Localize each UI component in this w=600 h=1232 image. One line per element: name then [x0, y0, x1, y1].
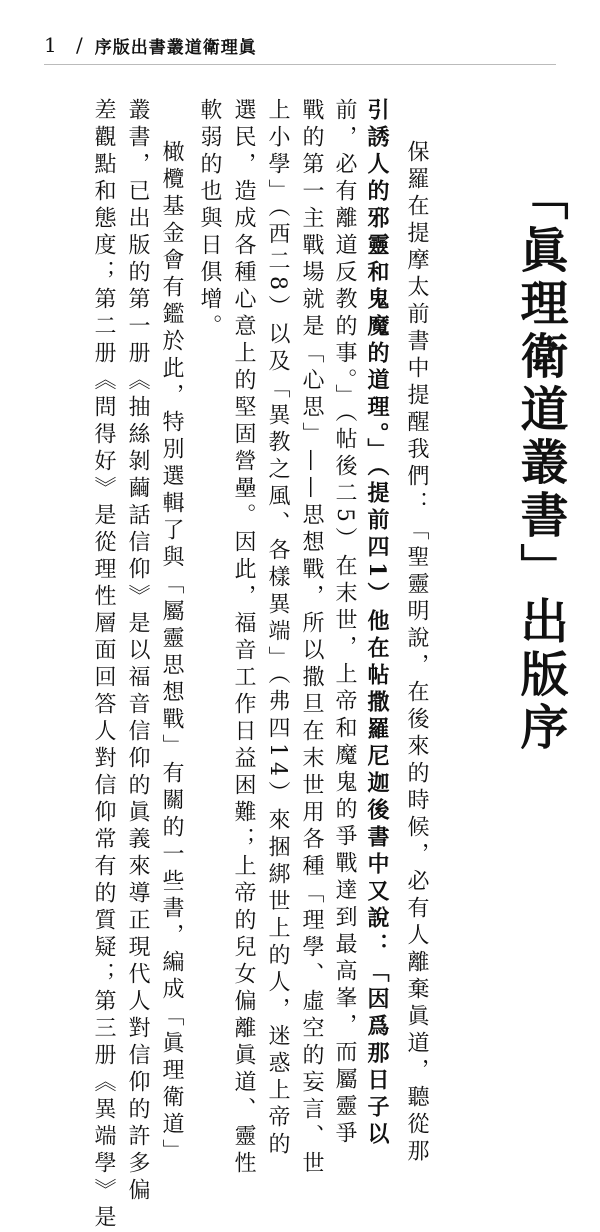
- text-column-2: 引誘人的邪靈和鬼魔的道理。」（提前四1）他在帖撒羅尼迦後書中又說：「因爲那日子以: [364, 98, 390, 1150]
- text-column-8: 橄欖基金會有鑑於此，特別選輯了與「屬靈思想戰」有關的一些書，編成「眞理衛道」: [159, 140, 184, 1166]
- text-column-1: 保羅在提摩太前書中提醒我們：「聖靈明說，在後來的時候，必有人離棄眞道，聽從那: [404, 140, 429, 1166]
- running-title: 序版出書叢道衛理眞: [94, 37, 257, 58]
- text-column-9: 叢書，已出版的第一册《抽絲剝繭話信仰》是以福音信仰的眞義來導正現代人對信仰的許多偏: [125, 98, 150, 1205]
- section-title: 「眞理衛道叢書」出版序: [512, 172, 568, 755]
- header-separator: /: [76, 33, 83, 57]
- page-number: 1: [44, 33, 57, 57]
- text-column-4: 戰的第一主戰場就是「心思」——思想戰，所以撒旦在末世用各種「理學、虛空的妄言、世: [299, 98, 324, 1178]
- header-rule: [44, 64, 556, 65]
- text-column-7: 軟弱的也與日俱增。: [197, 98, 222, 341]
- text-column-5: 上小學」（西二8）以及「異教之風、各樣異端」（弗四14）來捆綁世上的人，迷惑上帝的: [265, 98, 290, 1159]
- running-header: [44, 30, 564, 60]
- text-column-10: 差觀點和態度；第二册《問得好》是從理性層面回答人對信仰常有的質疑；第三册《異端學》是: [91, 98, 116, 1232]
- text-column-6: 選民，造成各種心意上的堅固營壘。因此，福音工作日益困難；上帝的兒女偏離眞道、靈性: [231, 98, 256, 1178]
- text-column-3: 前，必有離道反教的事。」（帖後二5）在末世，上帝和魔鬼的爭戰達到最高峯，而屬靈爭: [332, 98, 357, 1148]
